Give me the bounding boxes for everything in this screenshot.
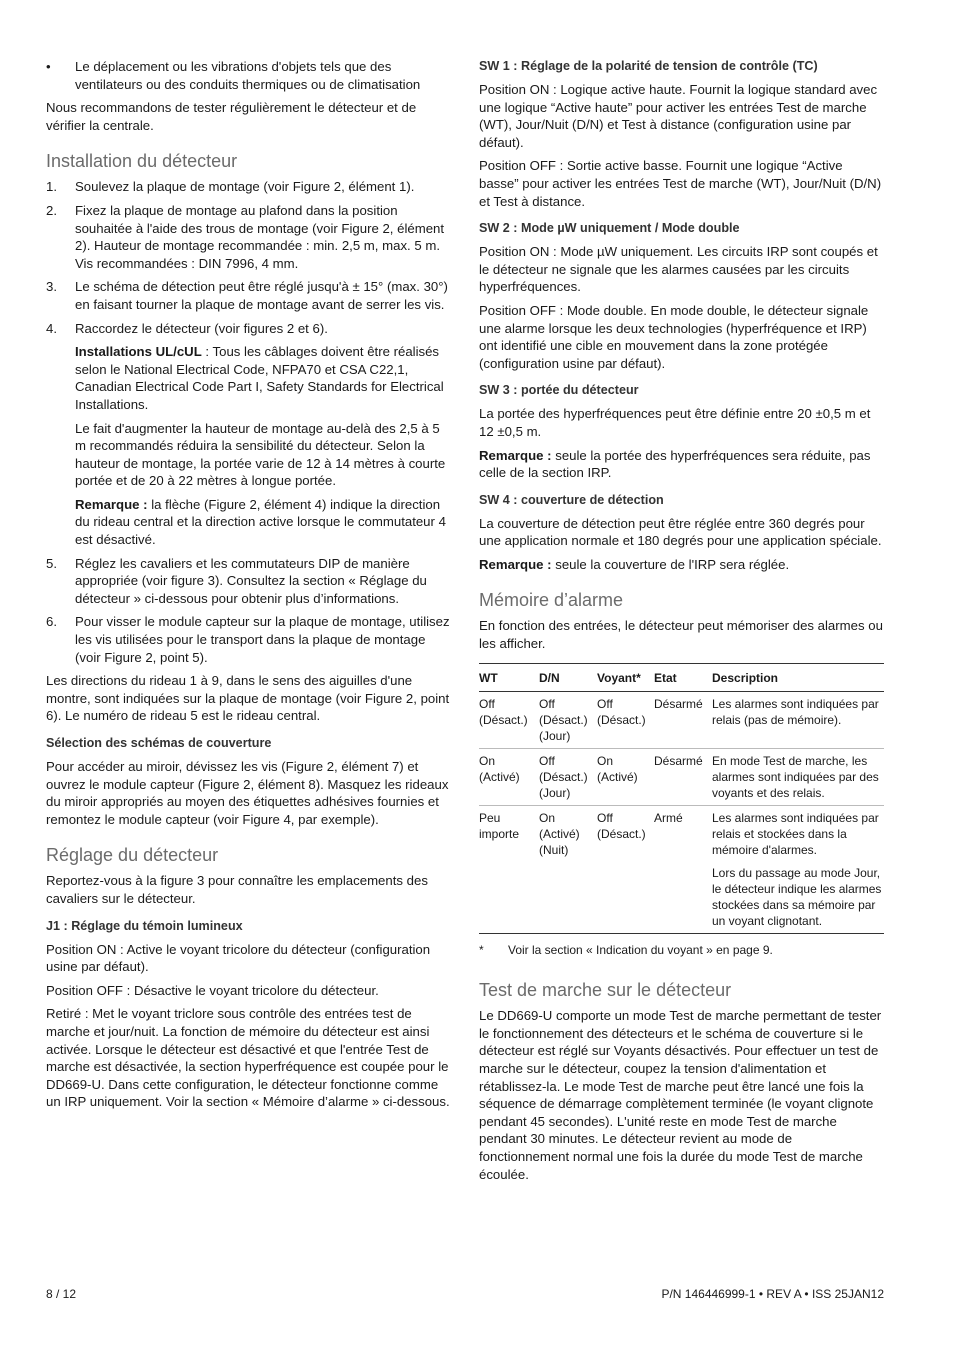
- cell-text: On (Activé) (Nuit): [539, 810, 580, 857]
- j1-on-paragraph: Position ON : Active le voyant tricolore du détecteur (configuration usine par défaut).: [46, 941, 431, 975]
- table-cell: [654, 691, 712, 748]
- cell-text: En mode Test de marche, les alarmes sont indiquées par des voyants et des relais.: [712, 753, 879, 800]
- recommend-paragraph: Nous recommandons de tester régulièrement le détecteur et de vérifier la centrale.: [46, 100, 417, 133]
- height-paragraph: Le fait d'augmenter la hauteur de montage au-delà des 2,5 à 5 m recommandés réduira la sensibilité du détecteur. Selon la hauteur de montage, la portée varie de 12 à 14 mètres à courte portée et de 20 à 22 mètres à longue portée.: [75, 420, 446, 489]
- curtain-paragraph: Les directions du rideau 1 à 9, dans le sens des aiguilles d'une montre, sont indiquées sur la plaque de montage (voir Figure 2, point 6). Le numéro de rideau 5 est le rideau central.: [46, 673, 450, 724]
- table-cell: [654, 748, 712, 805]
- cell-text: Off (Désact.) (Jour): [539, 753, 588, 800]
- list-text: Soulevez la plaque de montage (voir Figure 2, élément 1).: [75, 179, 415, 195]
- list-text: Pour visser le module capteur sur la plaque de montage, utilisez les vis utilisées pour le transport dans la plaque de montage (voir Figure 2, point 5).: [75, 614, 450, 665]
- sw3-heading: SW 3 : portée du détecteur: [479, 383, 639, 398]
- table-cell: [712, 691, 884, 748]
- cell-text: On (Activé): [597, 753, 638, 784]
- table-row: [479, 691, 884, 748]
- cell-text: Armé: [654, 810, 683, 825]
- list-item: [46, 613, 451, 666]
- list-item: [46, 278, 451, 313]
- walktest-paragraph: Le DD669-U comporte un mode Test de marche permettant de tester le fonctionnement des détecteurs et le schéma de couverture si le détecteur est réglé sur Voyants désactivés. Pour effectuer un test de marche sur le détecteur, coupez la tension d'alimentation et rétablissez-la. Le mode Test de marche peut être lancé une fois la séquence de démarrage complètement terminée (le voyant clignote pendant 45 secondes). L'unité reste en mode Test de marche pendant 30 minutes. Le détecteur revient au mode de fonctionnement normal une fois la durée du mode Test de marche écoulée.: [479, 1008, 882, 1182]
- cell-text: Désarmé: [654, 753, 703, 768]
- table-header-cell: Description: [712, 663, 884, 691]
- table-footnote: * Voir la section « Indication du voyant » en page 9.: [479, 942, 773, 957]
- adjust-paragraph: Reportez-vous à la figure 3 pour connaître les emplacements des cavaliers sur le détecteur.: [46, 873, 428, 906]
- table-cell: [479, 805, 539, 933]
- memory-table: [479, 663, 884, 934]
- memory-heading: Mémoire d’alarme: [479, 590, 624, 611]
- cell-text: Peu importe: [479, 810, 520, 841]
- table-header-cell: D/N: [539, 663, 597, 691]
- list-number: 4.: [46, 320, 57, 336]
- table-cell: [539, 748, 597, 805]
- list-text: Le schéma de détection peut être réglé jusqu'à ± 15° (max. 30°) en faisant tourner la plaque de montage avant de serrer les vis.: [75, 279, 448, 312]
- walktest-heading: Test de marche sur le détecteur: [479, 980, 732, 1001]
- sw1-on-paragraph: Position ON : Logique active haute. Fournit la logique standard avec une logique “Active haute” pour activer les entrées Test de marche (WT), Jour/Nuit (D/N) et Test à distance (configuration usine par défaut).: [479, 82, 878, 150]
- sw1-heading: SW 1 : Réglage de la polarité de tension de contrôle (TC): [479, 59, 818, 73]
- table-cell: [712, 748, 884, 805]
- list-number: 3.: [46, 279, 57, 295]
- selection-heading: Sélection des schémas de couverture: [46, 736, 272, 750]
- table-cell: [539, 691, 597, 748]
- table-header-cell: Etat: [654, 663, 712, 691]
- table-cell: [479, 748, 539, 805]
- list-number: 5.: [46, 555, 57, 571]
- table-header-row: [479, 663, 884, 691]
- list-text: Réglez les cavaliers et les commutateurs DIP de manière appropriée (voir figure 3). Consultez la section « Réglage du détecteur » ci-dessous pour obtenir plus d’informations.: [75, 555, 427, 606]
- cell-text: Off (Désact.): [597, 810, 646, 841]
- cell-text: Off (Désact.): [597, 696, 646, 727]
- right-column: [479, 58, 884, 1189]
- j1-off-paragraph: Position OFF : Désactive le voyant tricolore du détecteur.: [46, 982, 379, 998]
- table-cell: [539, 805, 597, 933]
- table-cell: [654, 805, 712, 933]
- list-item: [46, 320, 451, 338]
- sw4-paragraph: La couverture de détection peut être réglée entre 360 degrés pour une application normale et 180 degrés pour une application spéciale.: [479, 515, 882, 549]
- sw1-off-paragraph: Position OFF : Sortie active basse. Fournit une logique “Active basse” pour activer les entrées Test de marche (WT), Jour/Nuit (D/N) et Test à distance.: [479, 158, 882, 209]
- sw2-on-paragraph: Position ON : Mode µW uniquement. Les circuits IRP sont coupés et le détecteur ne signale que les alarmes causées par les circuits hyperfréquences.: [479, 244, 878, 295]
- cell-text: Les alarmes sont indiquées par relais et stockées dans la mémoire d'alarmes.: [712, 810, 879, 857]
- cell-extra-text: Lors du passage au mode Jour, le détecteur indique les alarmes stockées dans sa mémoire par un voyant clignotant.: [712, 865, 882, 928]
- j1-retire-paragraph: Retiré : Met le voyant triclore sous contrôle des entrées test de marche et jour/nuit. La fonction de mémoire du détecteur est ainsi activée. Lorsque le détecteur est désactivé et que l'entrée Test de marche est désactivée, la section hyperfréquence est coupée pour le DD669-U. Dans cette configuration, le détecteur fonctionne comme un IRP uniquement. Voir la section « Mémoire d’alarme » ci-dessous.: [46, 1006, 450, 1110]
- sw3-remark: Remarque : seule la portée des hyperfréquences sera réduite, pas celle de la section IRP.: [479, 447, 871, 481]
- j1-heading: J1 : Réglage du témoin lumineux: [46, 918, 243, 933]
- table-cell: [597, 748, 654, 805]
- adjust-heading: Réglage du détecteur: [46, 845, 219, 866]
- table-header-cell: Voyant*: [597, 663, 654, 691]
- list-item: [46, 555, 451, 608]
- page-number: 8 / 12: [46, 1287, 77, 1301]
- bullet-icon: •: [46, 59, 51, 74]
- part-number: P/N 146446999-1 • REV A • ISS 25JAN12: [661, 1287, 884, 1301]
- table-row: [479, 748, 884, 805]
- sw4-heading: SW 4 : couverture de détection: [479, 492, 664, 507]
- cell-text: Off (Désact.): [479, 696, 528, 727]
- memory-paragraph: En fonction des entrées, le détecteur peut mémoriser des alarmes ou les afficher.: [479, 618, 883, 652]
- cell-text: Les alarmes sont indiquées par relais (pas de mémoire).: [712, 696, 879, 727]
- cell-text: Désarmé: [654, 696, 703, 711]
- list-item: [46, 178, 451, 196]
- install-heading: Installation du détecteur: [46, 151, 238, 172]
- install-steps: [46, 178, 451, 337]
- list-number: 1.: [46, 179, 57, 195]
- list-number: 2.: [46, 202, 57, 218]
- left-column: [46, 58, 451, 1117]
- list-item: [46, 202, 451, 272]
- bullet-item: • Le déplacement ou les vibrations d'objets tels que des ventilateurs ou des conduits thermiques ou de climatisation: [46, 59, 421, 92]
- list-text: Fixez la plaque de montage au plafond dans la position souhaitée à l'aide des trous de montage (voir Figure 2, élément 2). Hauteur de montage recommandée : min. 2,5 m, max. 5 m. Vis recommandées : DIN 7996, 4 mm.: [75, 202, 445, 271]
- sw3-paragraph: La portée des hyperfréquences peut être définie entre 20 ±0,5 m et 12 ±0,5 m.: [479, 406, 871, 439]
- sw2-off-paragraph: Position OFF : Mode double. En mode double, le détecteur signale une alarme lorsque les deux technologies (hyperfréquence et IRP) ont identifié une cible en mouvement dans la zone protégée (configuration usine par défaut).: [479, 302, 869, 371]
- cell-text: Off (Désact.) (Jour): [539, 696, 588, 743]
- table-body: [479, 691, 884, 933]
- table-row: [479, 805, 884, 933]
- table-cell: [479, 691, 539, 748]
- sw2-heading: SW 2 : Mode µW uniquement / Mode double: [479, 221, 740, 236]
- table-cell: [597, 805, 654, 933]
- cell-text: On (Activé): [479, 753, 520, 784]
- list-text: Raccordez le détecteur (voir figures 2 et 6).: [75, 320, 328, 336]
- install-steps-continued: [46, 555, 451, 667]
- sw4-remark: Remarque : seule la couverture de l'IRP sera réglée.: [479, 556, 790, 572]
- remark-paragraph: Remarque : la flèche (Figure 2, élément 4) indique la direction du rideau central et la direction active lorsque le commutateur 4 est désactivé.: [75, 496, 446, 548]
- table-header-cell: WT: [479, 663, 539, 691]
- table-cell: [597, 691, 654, 748]
- table-cell: [712, 805, 884, 933]
- list-number: 6.: [46, 614, 57, 630]
- ul-paragraph: Installations UL/cUL : Tous les câblages doivent être réalisés selon le National Electrical Code, NFPA70 et CSA C22,1, Canadian Electrical Code Part I, Safety Standards for Electrical Installations.: [75, 344, 444, 412]
- selection-paragraph: Pour accéder au miroir, dévissez les vis (Figure 2, élément 7) et ouvrez le module capteur (Figure 2, élément 8). Masquez les rideaux du miroir appropriés au moyen des étiquettes adhésives fournies et remontez le module capteur (voir Figure 4, par exemple).: [46, 759, 449, 827]
